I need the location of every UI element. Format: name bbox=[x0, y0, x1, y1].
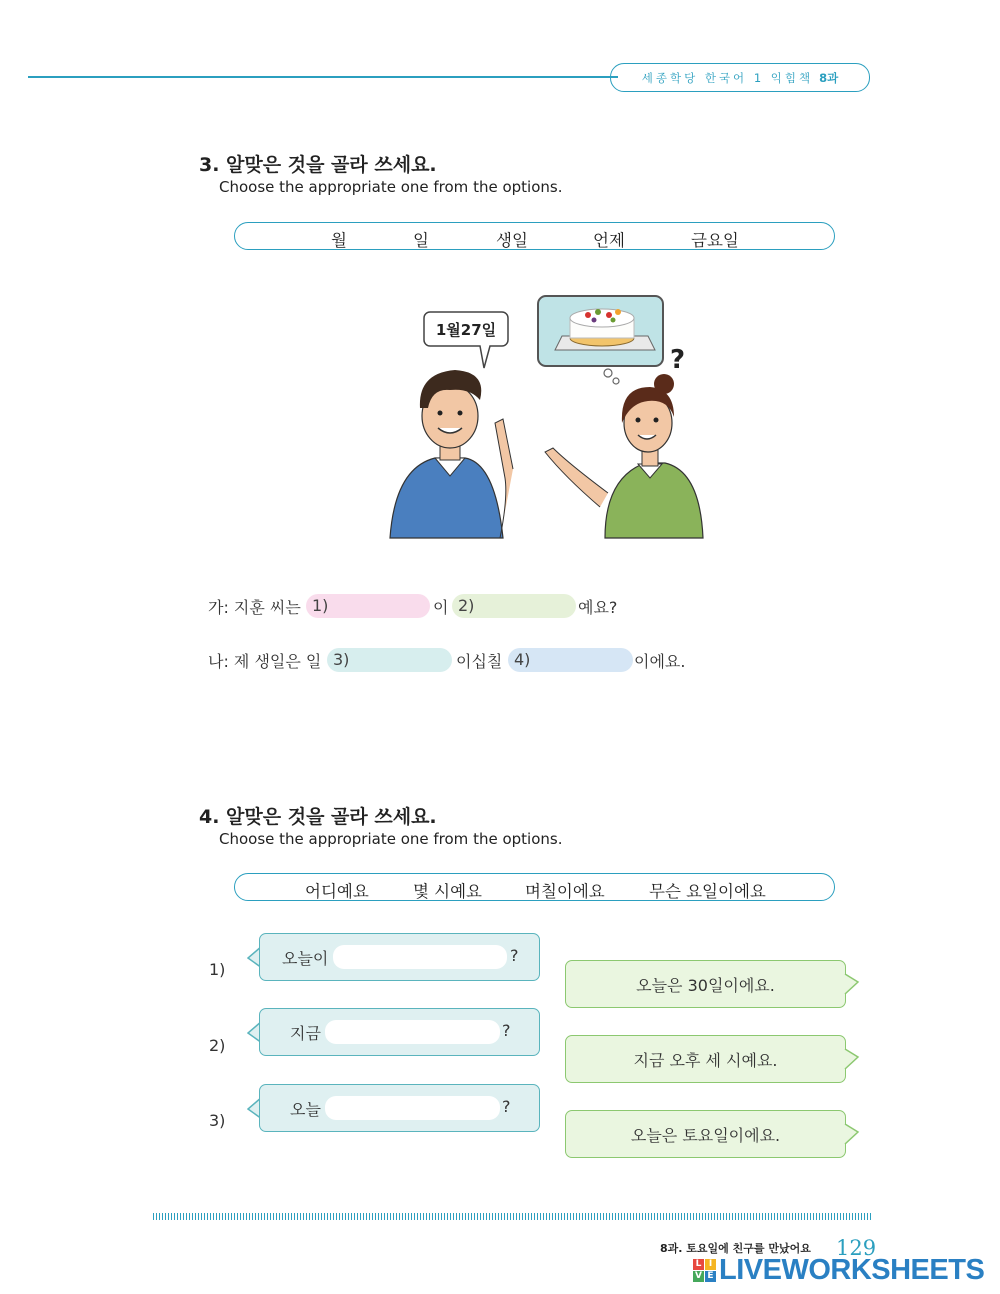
page-number: 129 bbox=[836, 1236, 877, 1260]
dialogue-line1-particle: 이 bbox=[433, 598, 449, 617]
blank-number: 3) bbox=[333, 650, 350, 669]
word-option: 일 bbox=[413, 231, 429, 250]
question-mark: ? bbox=[670, 345, 686, 375]
dialogue-line1-suffix: 예요? bbox=[578, 598, 618, 617]
item-number: 1) bbox=[209, 960, 226, 979]
question-mark: ? bbox=[510, 946, 519, 965]
header-chapter: 8과 bbox=[819, 70, 839, 85]
header-rule bbox=[28, 76, 618, 78]
answer-input-3[interactable] bbox=[325, 1096, 500, 1120]
question-mark: ? bbox=[502, 1021, 511, 1040]
liveworksheets-logo[interactable] bbox=[693, 1254, 993, 1288]
logo-letter: E bbox=[705, 1271, 716, 1282]
word-option: 언제 bbox=[593, 231, 625, 250]
logo-letter: I bbox=[705, 1259, 716, 1270]
answer-blank-2[interactable] bbox=[452, 594, 576, 618]
answer-text: 지금 오후 세 시예요. bbox=[633, 1050, 778, 1070]
footer-chapter-title: 8과. 토요일에 친구를 만났어요 bbox=[660, 1242, 811, 1255]
footer-stripe bbox=[153, 1213, 871, 1220]
liveworksheets-wordmark: LIVEWORKSHEETS bbox=[719, 1254, 985, 1286]
word-option: 금요일 bbox=[691, 231, 739, 250]
birthday-date-speech: 1월27일 bbox=[435, 321, 497, 339]
question-bubble-1 bbox=[259, 933, 540, 981]
answer-bubble-tail bbox=[844, 1122, 860, 1148]
word-option: 며칠이에요 bbox=[525, 882, 605, 901]
word-option: 몇 시예요 bbox=[413, 882, 483, 901]
dialogue-line2-mid: 이십칠 bbox=[456, 652, 503, 671]
question-bubble-3 bbox=[259, 1084, 540, 1132]
answer-input-1[interactable] bbox=[333, 945, 507, 969]
section3-subtitle: Choose the appropriate one from the options. bbox=[219, 178, 563, 196]
logo-letter: V bbox=[693, 1271, 704, 1282]
birthday-illustration bbox=[380, 288, 710, 543]
liveworksheets-logo-icon bbox=[693, 1259, 717, 1283]
header-book-badge bbox=[610, 63, 870, 92]
section4-subtitle: Choose the appropriate one from the options. bbox=[219, 830, 563, 848]
header-book-title: 세종학당 한국어 1 익힘책 bbox=[641, 70, 814, 85]
dialogue-line2-prefix: 나: 제 생일은 일 bbox=[208, 652, 322, 671]
answer-input-2[interactable] bbox=[325, 1020, 500, 1044]
answer-bubble-tail bbox=[844, 1047, 860, 1073]
question-mark: ? bbox=[502, 1097, 511, 1116]
question-prefix: 오늘 bbox=[290, 1100, 321, 1119]
item-number: 3) bbox=[209, 1111, 226, 1130]
dialogue-line2-suffix: 이에요. bbox=[634, 652, 686, 671]
section4-word-bank bbox=[234, 873, 835, 901]
question-prefix: 지금 bbox=[290, 1024, 321, 1043]
section3-title: 3. 알맞은 것을 골라 쓰세요. bbox=[199, 154, 437, 176]
logo-letter: L bbox=[693, 1259, 704, 1270]
question-bubble-2 bbox=[259, 1008, 540, 1056]
question-prefix: 오늘이 bbox=[282, 949, 329, 968]
answer-blank-1[interactable] bbox=[306, 594, 430, 618]
blank-number: 1) bbox=[312, 596, 329, 615]
conversation-illustration bbox=[380, 288, 710, 543]
dialogue-line1-prefix: 가: 지훈 씨는 bbox=[208, 598, 301, 617]
section3-word-bank bbox=[234, 222, 835, 250]
answer-text: 오늘은 30일이에요. bbox=[636, 975, 775, 995]
word-option: 어디예요 bbox=[305, 882, 369, 901]
answer-bubble-3 bbox=[565, 1110, 846, 1158]
word-option: 생일 bbox=[496, 231, 528, 250]
answer-blank-3[interactable] bbox=[327, 648, 452, 672]
blank-number: 2) bbox=[458, 596, 475, 615]
word-option: 월 bbox=[331, 231, 347, 250]
answer-bubble-1 bbox=[565, 960, 846, 1008]
answer-text: 오늘은 토요일이에요. bbox=[630, 1125, 781, 1145]
blank-number: 4) bbox=[514, 650, 531, 669]
item-number: 2) bbox=[209, 1036, 226, 1055]
answer-blank-4[interactable] bbox=[508, 648, 633, 672]
word-option: 무슨 요일이에요 bbox=[649, 882, 766, 901]
section4-title: 4. 알맞은 것을 골라 쓰세요. bbox=[199, 806, 437, 828]
answer-bubble-2 bbox=[565, 1035, 846, 1083]
answer-bubble-tail bbox=[844, 972, 860, 998]
